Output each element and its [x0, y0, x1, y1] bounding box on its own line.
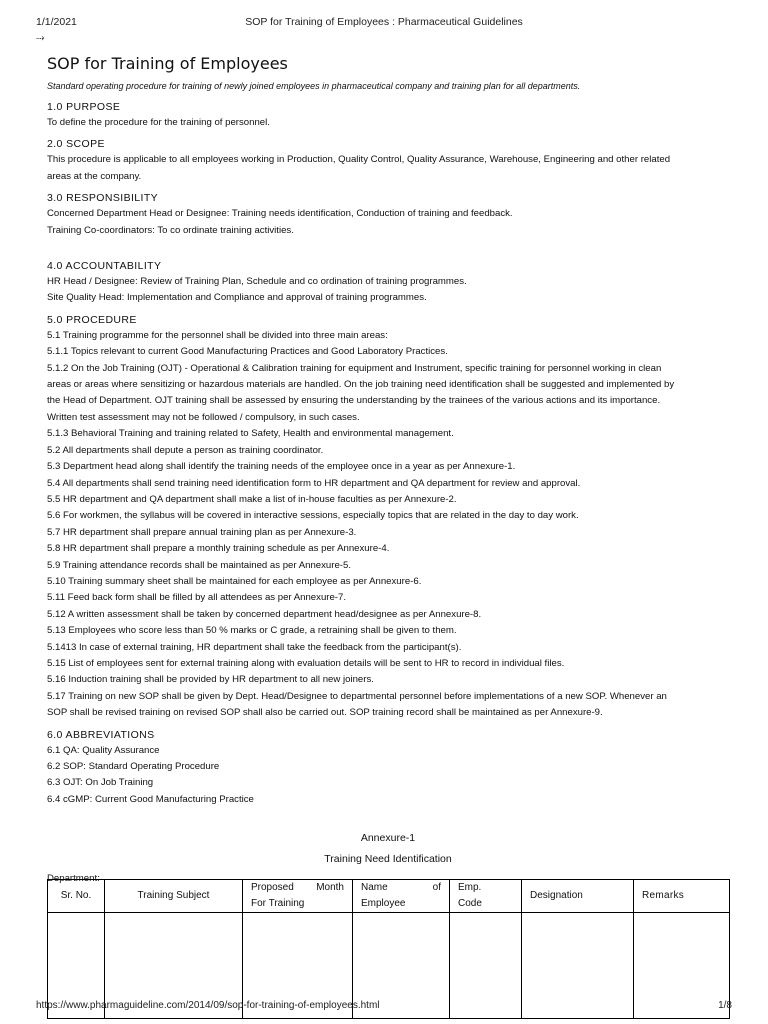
page-number: 1/8: [718, 1000, 732, 1011]
text-line: Training Co-coordinators: To co ordinate training activities.: [47, 224, 294, 236]
header-word: Code: [458, 898, 482, 909]
text-line: 6.4 cGMP: Current Good Manufacturing Practice: [47, 793, 254, 805]
text-line: 6.3 OJT: On Job Training: [47, 777, 154, 789]
text-line: 5.1.3 Behavioral Training and training related to Safety, Health and environmental management.: [47, 428, 454, 440]
text-line: 5.1.1 Topics relevant to current Good Manufacturing Practices and Good Laboratory Practices.: [47, 346, 448, 358]
procedure-section: [47, 313, 729, 722]
training-need-table: [47, 879, 730, 1019]
text-line: 5.10 Training summary sheet shall be maintained for each employee as per Annexure-6.: [47, 575, 422, 587]
text-line: 5.16 Induction training shall be provided by HR department to all new joiners.: [47, 674, 374, 686]
text-line: To define the procedure for the training of personnel.: [47, 117, 270, 128]
col-header-remarks: Remarks: [634, 880, 730, 913]
text-line: Site Quality Head: Implementation and Compliance and approval of training programmes.: [47, 292, 427, 304]
header-word: Name: [361, 882, 388, 893]
section-heading: 1.0 PURPOSE: [47, 101, 121, 113]
header-word: Month: [316, 882, 344, 893]
header-word: Employee: [361, 898, 406, 909]
text-line: 5.15 List of employees sent for external training along with evaluation details will be sent to HR to record in individual files.: [47, 657, 565, 669]
print-footer: [36, 1000, 732, 1014]
arrow-icon: ⤑: [36, 32, 45, 44]
text-line: 6.1 QA: Quality Assurance: [47, 744, 160, 756]
text-line: 5.6 For workmen, the syllabus will be covered in interactive sessions, especially topics that are related in the day to day work.: [47, 510, 579, 522]
print-url: https://www.pharmaguideline.com/2014/09/sop-for-training-of-employees.html: [36, 1000, 380, 1011]
text-line: SOP shall be revised training on revised SOP shall also be carried out. SOP training record shall be maintained as per Annexure-9.: [47, 707, 603, 719]
text-line: 5.11 Feed back form shall be filled by all attendees as per Annexure-7.: [47, 592, 347, 604]
col-header-emp-code: [450, 880, 522, 913]
col-header-sr-no: Sr. No.: [48, 880, 105, 913]
text-line: 5.8 HR department shall prepare a monthly training schedule as per Annexure-4.: [47, 543, 390, 555]
accountability-section: [47, 259, 729, 307]
annexure-subtitle: Training Need Identification: [324, 853, 452, 866]
text-line: areas or areas where sensitizing or hazardous materials are handled. On the job training need identification shall be suggested and implemented by: [47, 379, 675, 391]
text-line: 5.4 All departments shall send training need identification form to HR department and QA department for review and approval.: [47, 477, 581, 489]
section-heading: 3.0 RESPONSIBILITY: [47, 192, 159, 205]
text-line: 5.17 Training on new SOP shall be given by Dept. Head/Designee to departmental personnel before implementations of a new SOP. Whenever an: [47, 690, 667, 702]
section-heading: 6.0 ABBREVIATIONS: [47, 728, 155, 741]
document-subtitle: Standard operating procedure for training of newly joined employees in pharmaceutical company and training plan for all departments.: [47, 81, 581, 91]
col-header-employee-name: [353, 880, 450, 913]
document-body: [47, 54, 729, 886]
annexure-heading: [47, 830, 729, 867]
text-line: 5.7 HR department shall prepare annual training plan as per Annexure-3.: [47, 526, 357, 538]
header-word: of: [432, 882, 441, 893]
header-word: Proposed: [251, 882, 294, 893]
col-header-proposed-month: [243, 880, 353, 913]
section-heading: 5.0 PROCEDURE: [47, 313, 137, 326]
table-header-row: [48, 880, 730, 913]
text-line: 5.9 Training attendance records shall be maintained as per Annexure-5.: [47, 559, 351, 571]
text-line: 5.1.2 On the Job Training (OJT) - Operational & Calibration training for equipment and Instrument, specific training for personnel working in clean: [47, 362, 662, 374]
scope-section: [47, 137, 729, 185]
print-date: 1/1/2021: [36, 16, 77, 28]
text-line: 5.12 A written assessment shall be taken by concerned department head/designee as per Annexure-8.: [47, 608, 482, 620]
abbreviations-section: [47, 728, 729, 809]
section-heading: 2.0 SCOPE: [47, 138, 105, 151]
header-word: Emp.: [458, 882, 482, 893]
print-header: [36, 16, 732, 30]
department-label: Department:: [47, 873, 100, 885]
print-page-title: SOP for Training of Employees : Pharmaceutical Guidelines: [245, 16, 523, 28]
col-header-designation: Designation: [522, 880, 634, 913]
annexure-title: Annexure-1: [360, 832, 416, 845]
text-line: This procedure is applicable to all employees working in Production, Quality Control, Quality Assurance, Warehouse, Engineering and other related: [47, 154, 671, 166]
text-line: areas at the company.: [47, 170, 142, 182]
text-line: HR Head / Designee: Review of Training Plan, Schedule and co ordination of training programmes.: [47, 276, 467, 288]
text-line: 5.3 Department head along shall identify the training needs of the employee once in a year as per Annexure-1.: [47, 461, 516, 473]
section-heading: 4.0 ACCOUNTABILITY: [47, 260, 162, 273]
text-line: Concerned Department Head or Designee: Training needs identification, Conduction of training and feedback.: [47, 208, 513, 220]
text-line: 5.1413 In case of external training, HR department shall take the feedback from the participant(s).: [47, 641, 462, 653]
purpose-section: [47, 100, 729, 131]
text-line: 5.1 Training programme for the personnel shall be divided into three main areas:: [47, 329, 388, 341]
text-line: the Head of Department. OJT training shall be assessed by ensuring the understanding by the trainees of the various actions and its importance.: [47, 395, 661, 407]
text-line: 5.13 Employees who score less than 50 % marks or C grade, a retraining shall be given to them.: [47, 625, 457, 637]
responsibility-section: [47, 191, 729, 239]
document-title: SOP for Training of Employees: [47, 54, 288, 73]
header-word: For Training: [251, 898, 305, 909]
text-line: Written test assessment may not be followed / compulsory, in such cases.: [47, 411, 360, 423]
text-line: 5.5 HR department and QA department shall make a list of in-house faculties as per Annexure-2.: [47, 493, 457, 505]
text-line: 5.2 All departments shall depute a person as training coordinator.: [47, 444, 324, 456]
col-header-training-subject: Training Subject: [105, 880, 243, 913]
text-line: 6.2 SOP: Standard Operating Procedure: [47, 761, 220, 772]
